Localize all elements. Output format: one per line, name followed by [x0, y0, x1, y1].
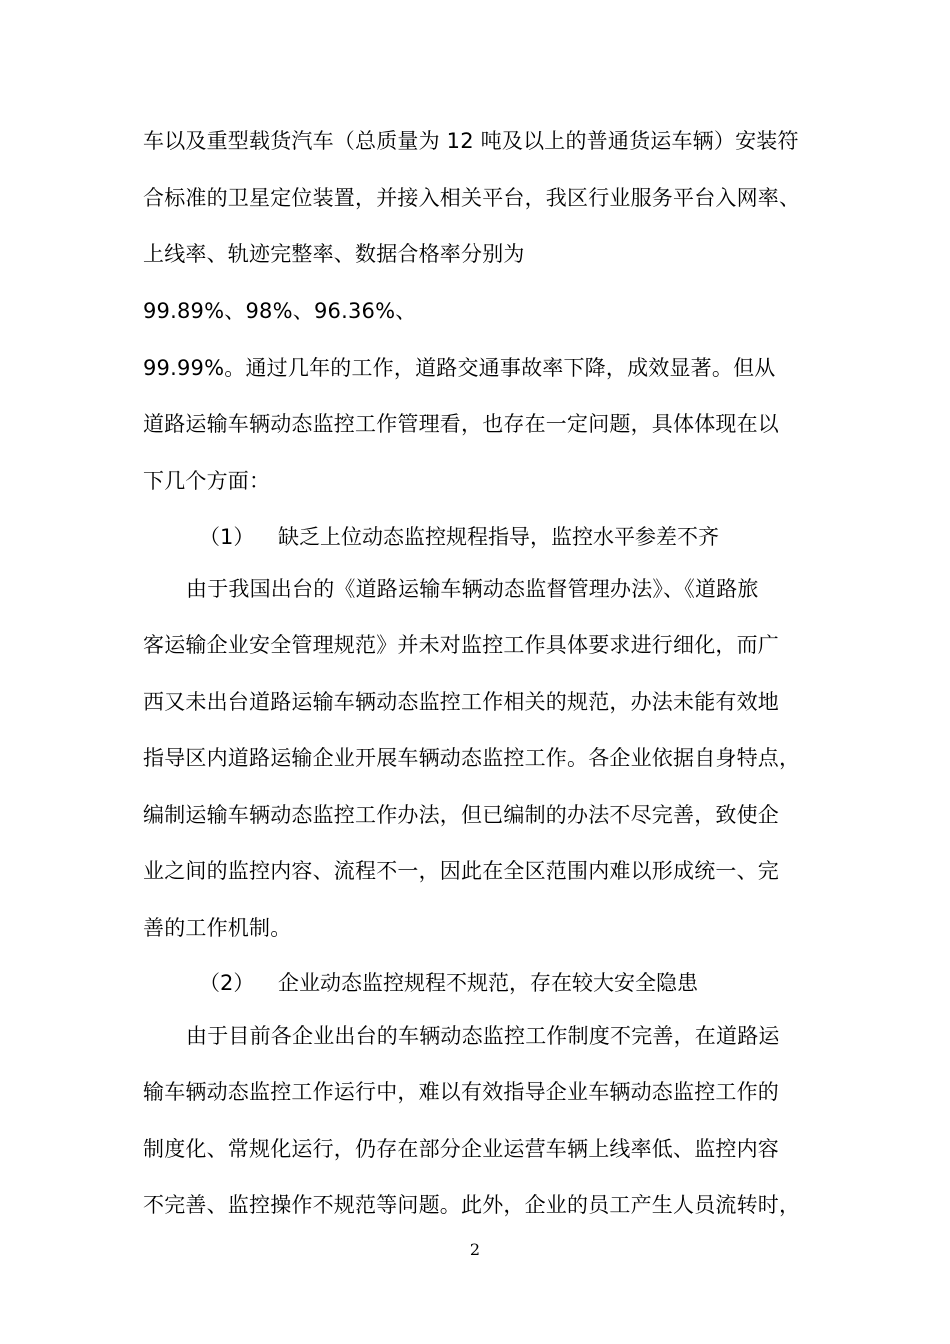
section-1-title: 缺乏上位动态监控规程指导，监控水平参差不齐 [278, 525, 719, 549]
paragraph-line: 输车辆动态监控工作运行中，难以有效指导企业车辆动态监控工作的 [143, 1080, 779, 1104]
paragraph-line: 由于目前各企业出台的车辆动态监控工作制度不完善，在道路运 [186, 1024, 780, 1048]
paragraph-line: 下几个方面： [143, 469, 271, 493]
paragraph-line: 不完善、监控操作不规范等问题。此外，企业的员工产生人员流转时， [143, 1193, 801, 1217]
paragraph-line: 善的工作机制。 [143, 916, 292, 940]
section-2-title: 企业动态监控规程不规范，存在较大安全隐患 [278, 971, 698, 995]
paragraph-line: 由于我国出台的《道路运输车辆动态监督管理办法》、《道路旅 [186, 577, 759, 601]
paragraph-line: 客运输企业安全管理规范》并未对监控工作具体要求进行细化，而广 [143, 633, 779, 657]
page-number: 2 [469, 1240, 481, 1259]
paragraph-line: 99.99%。通过几年的工作，道路交通事故率下降，成效显著。但从 [143, 356, 776, 380]
paragraph-line: 上线率、轨迹完整率、数据合格率分别为 [143, 242, 525, 266]
paragraph-line: 编制运输车辆动态监控工作办法，但已编制的办法不尽完善，致使企 [143, 803, 779, 827]
paragraph-line: 车以及重型载货汽车（总质量为 12 吨及以上的普通货运车辆）安装符 [143, 129, 799, 153]
paragraph-line: 指导区内道路运输企业开展车辆动态监控工作。各企业依据自身特点， [143, 746, 801, 770]
section-2-number: （2） [199, 971, 255, 995]
paragraph-line: 道路运输车辆动态监控工作管理看，也存在一定问题，具体体现在以 [143, 412, 779, 436]
paragraph-line: 合标准的卫星定位装置，并接入相关平台，我区行业服务平台入网率、 [143, 186, 801, 210]
paragraph-line: 西又未出台道路运输车辆动态监控工作相关的规范，办法未能有效地 [143, 690, 779, 714]
paragraph-line: 制度化、常规化运行，仍存在部分企业运营车辆上线率低、监控内容 [143, 1137, 779, 1161]
paragraph-line: 99.89%、98%、96.36%、 [143, 299, 417, 323]
section-1-number: （1） [199, 525, 255, 549]
paragraph-line: 业之间的监控内容、流程不一，因此在全区范围内难以形成统一、完 [143, 859, 779, 883]
